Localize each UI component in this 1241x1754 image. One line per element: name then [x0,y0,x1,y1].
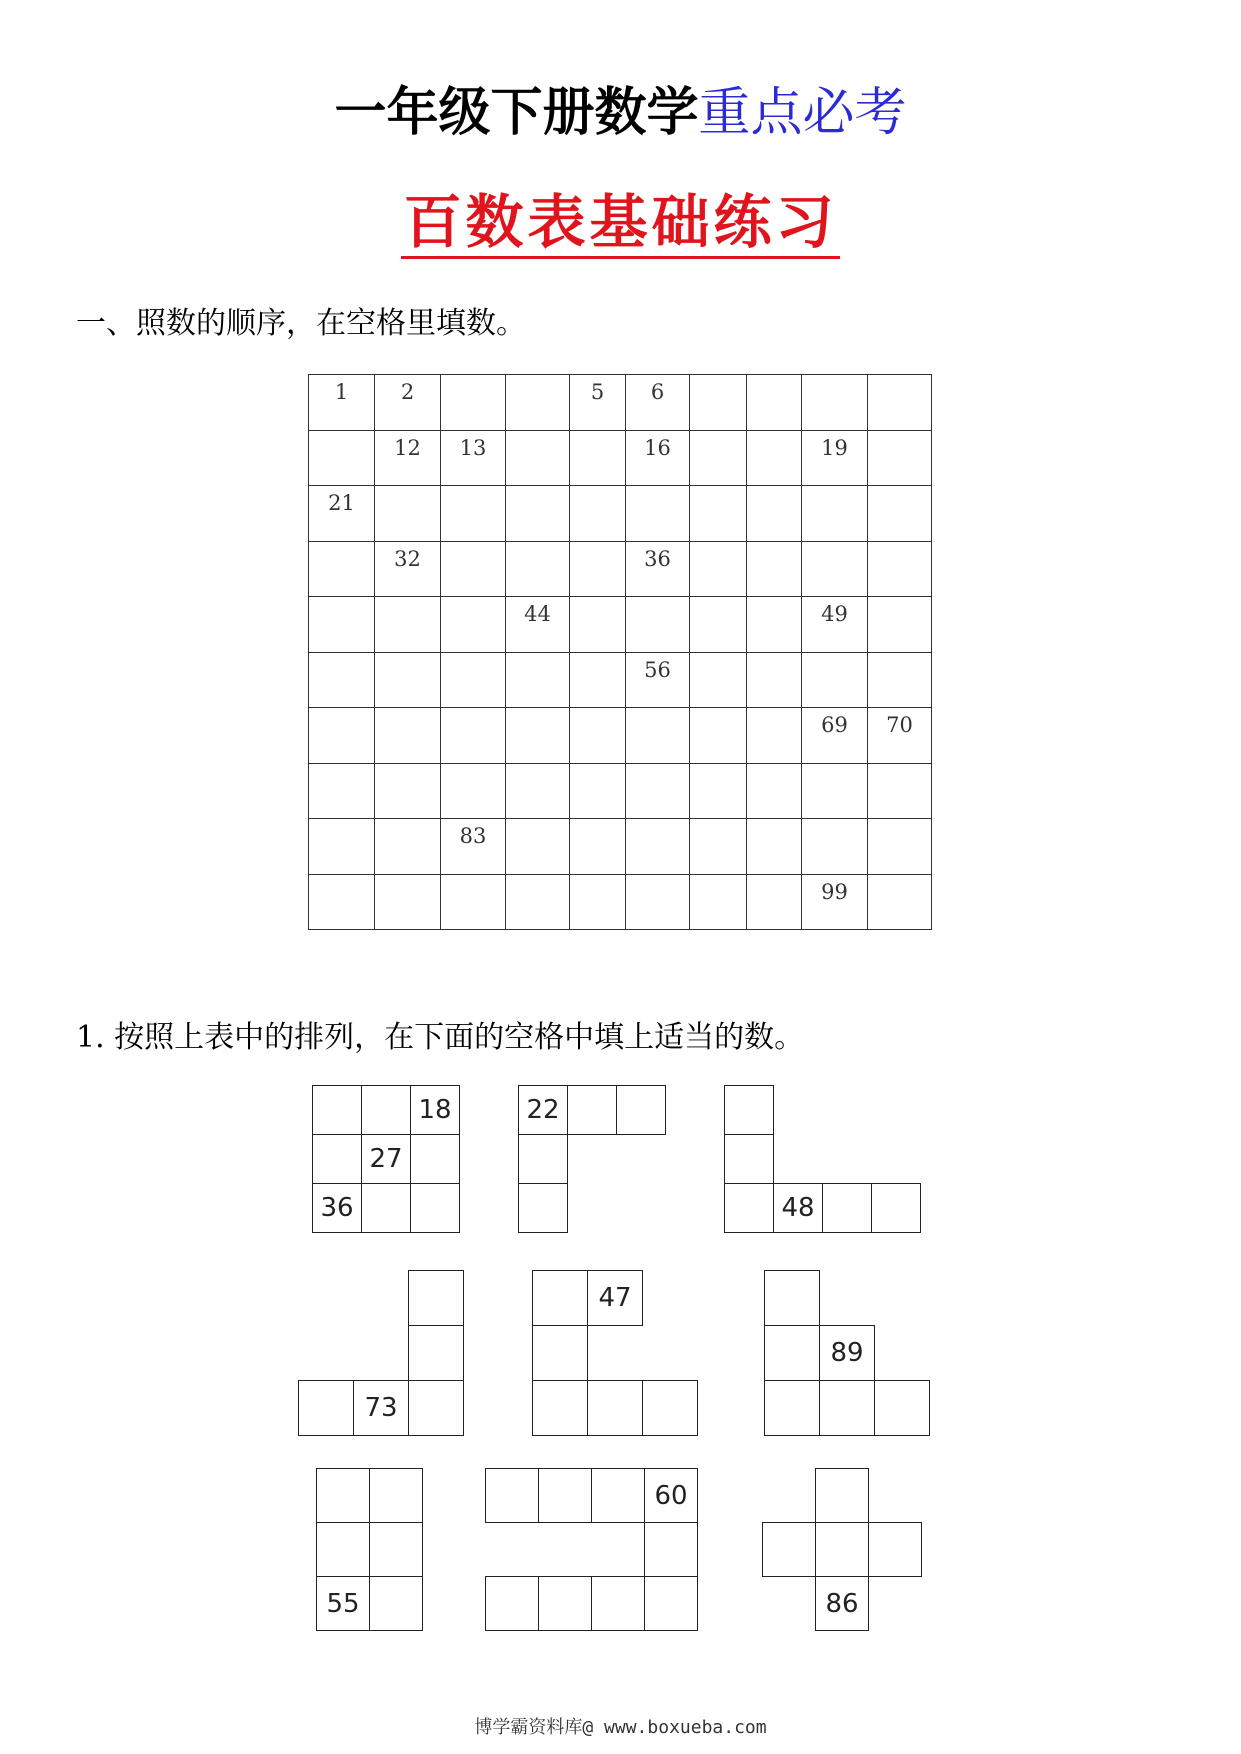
fragment-cell[interactable] [764,1380,820,1436]
fragment-cell[interactable] [361,1183,411,1233]
hundred-table-cell[interactable] [868,708,932,764]
hundred-table-cell[interactable] [802,652,868,708]
hundred-table-cell[interactable] [868,375,932,431]
hundred-table-cell[interactable] [506,486,570,542]
hundred-table-cell[interactable] [375,486,441,542]
hundred-table-cell[interactable] [626,430,690,486]
hundred-table-cell[interactable] [309,486,375,542]
hundred-table-cell[interactable] [506,874,570,930]
hundred-table-cell[interactable] [309,819,375,875]
hundred-table [308,374,932,930]
fragment-cell[interactable]: 22 [518,1085,568,1135]
hundred-table-row [309,430,932,486]
hundred-table-cell[interactable] [375,819,441,875]
hundred-table-row [309,708,932,764]
hundred-table-cell[interactable] [690,486,747,542]
hundred-table-cell[interactable] [506,819,570,875]
fragment-cell[interactable] [538,1468,592,1523]
fragment-cell[interactable]: 47 [587,1270,643,1326]
hundred-table-cell[interactable] [570,375,626,431]
hundred-table-row [309,874,932,930]
fragment-cell[interactable] [815,1522,869,1577]
hundred-table-cell-value: 32 [394,546,421,571]
hundred-table-cell[interactable] [375,874,441,930]
hundred-table-cell[interactable] [309,652,375,708]
hundred-table-cell-value: 6 [650,380,665,404]
hundred-table-cell[interactable] [626,874,690,930]
hundred-table-cell[interactable] [690,819,747,875]
hundred-table-cell[interactable] [802,763,868,819]
fragment-cell[interactable] [369,1522,423,1577]
hundred-table-cell[interactable] [375,652,441,708]
hundred-table-cell[interactable] [802,541,868,597]
hundred-table-cell[interactable] [747,652,802,708]
hundred-table-cell[interactable] [747,430,802,486]
hundred-table-cell[interactable] [570,486,626,542]
fragment-cell[interactable] [532,1270,588,1326]
hundred-table-cell-value: 36 [644,546,671,571]
fragment-cell[interactable]: 36 [312,1183,362,1233]
fragment-cell[interactable] [822,1183,872,1233]
hundred-table-row [309,652,932,708]
hundred-table-cell[interactable] [747,597,802,653]
hundred-table-cell[interactable] [747,541,802,597]
fragment-cell[interactable] [532,1325,588,1381]
fragment-cell[interactable] [815,1468,869,1523]
hundred-table-cell[interactable] [626,597,690,653]
fragment-cell[interactable] [764,1325,820,1381]
hundred-table-cell[interactable] [441,874,506,930]
hundred-table-cell[interactable] [375,430,441,486]
fragment-cell[interactable] [485,1468,539,1523]
hundred-table-cell[interactable] [309,874,375,930]
hundred-table-cell[interactable] [868,819,932,875]
fragment-cell[interactable] [316,1468,370,1523]
hundred-table-row [309,819,932,875]
fragment-cell[interactable] [369,1576,423,1631]
hundred-table-cell-value: 5 [590,380,605,404]
hundred-table-cell[interactable] [747,708,802,764]
hundred-table-cell[interactable] [868,874,932,930]
fragment-cell[interactable] [724,1134,774,1184]
hundred-table-cell[interactable] [802,430,868,486]
fragment-cell[interactable] [410,1183,460,1233]
fragment-cell[interactable] [871,1183,921,1233]
hundred-table-cell-value: 13 [459,435,487,460]
fragment-cell[interactable] [874,1380,930,1436]
fragment-cell[interactable]: 89 [819,1325,875,1381]
hundred-table-cell[interactable] [375,541,441,597]
fragment-cell[interactable]: 55 [316,1576,370,1631]
fragment-cell[interactable] [587,1380,643,1436]
hundred-table-cell-value: 16 [644,435,671,460]
hundred-table-cell[interactable] [626,763,690,819]
fragment-cell[interactable] [316,1522,370,1577]
hundred-table-row [309,541,932,597]
hundred-table-cell[interactable] [506,375,570,431]
hundred-table-cell[interactable] [802,597,868,653]
hundred-table-cell[interactable] [690,874,747,930]
fragment-cell[interactable] [644,1522,698,1577]
hundred-table-cell-value: 83 [459,824,487,848]
hundred-table-cell[interactable] [309,430,375,486]
hundred-table-row [309,597,932,653]
fragment-cell[interactable] [369,1468,423,1523]
hundred-table-cell[interactable] [626,486,690,542]
hundred-table-row [309,763,932,819]
hundred-table-cell[interactable] [441,597,506,653]
hundred-table-row [309,486,932,542]
hundred-table-cell-value: 99 [821,879,848,904]
fragment-cell[interactable]: 18 [410,1085,460,1135]
title-highlight: 重点必考 [698,83,907,143]
fragment-cell[interactable] [868,1522,922,1577]
hundred-table-cell[interactable] [802,874,868,930]
hundred-table-cell[interactable] [747,486,802,542]
hundred-table-cell[interactable] [506,763,570,819]
fragment-cell[interactable] [312,1085,362,1135]
hundred-table-cell[interactable] [570,819,626,875]
hundred-table-cell[interactable] [868,763,932,819]
hundred-table-cell[interactable] [802,486,868,542]
page-title [0,82,1241,144]
subtitle-text: 百数表基础练习 [401,188,839,259]
hundred-table-cell-value: 19 [821,435,848,460]
fragment-cell[interactable] [591,1576,645,1631]
hundred-table-cell[interactable] [441,708,506,764]
hundred-table-cell[interactable] [441,486,506,542]
hundred-table-cell[interactable] [309,375,375,431]
hundred-table-cell[interactable] [309,708,375,764]
fragment-cell[interactable] [298,1380,354,1436]
hundred-table-cell[interactable] [375,375,441,431]
hundred-table-cell[interactable] [441,652,506,708]
fragment-cell[interactable] [532,1380,588,1436]
hundred-table-cell[interactable] [441,430,506,486]
hundred-table-cell-value: 21 [328,491,355,515]
hundred-table-cell[interactable] [868,652,932,708]
fragment-cell[interactable] [762,1522,816,1577]
fragment-cell[interactable] [642,1380,698,1436]
fragment-cell[interactable] [408,1325,464,1381]
hundred-table-cell[interactable] [626,541,690,597]
hundred-table-cell[interactable] [309,597,375,653]
hundred-table-cell[interactable] [570,430,626,486]
hundred-table-cell[interactable] [375,708,441,764]
hundred-table-cell[interactable] [747,763,802,819]
hundred-table-cell[interactable] [868,486,932,542]
fragment-cell[interactable]: 60 [644,1468,698,1523]
hundred-table-row [309,375,932,431]
fragment-cell[interactable] [724,1085,774,1135]
fragment-cell[interactable] [485,1576,539,1631]
hundred-table-cell[interactable] [375,763,441,819]
hundred-table-cell[interactable] [868,430,932,486]
fragment-cell[interactable] [591,1468,645,1523]
hundred-table-cell[interactable] [506,708,570,764]
question-1-text: 一、照数的顺序，在空格里填数。 [76,306,526,341]
hundred-table-cell[interactable] [626,819,690,875]
hundred-table-cell[interactable] [690,652,747,708]
hundred-table-cell-value: 69 [821,713,848,737]
hundred-table-cell[interactable] [690,763,747,819]
hundred-table-cell[interactable] [868,541,932,597]
hundred-table-cell[interactable] [506,541,570,597]
fragment-cell[interactable] [567,1085,617,1135]
fragment-cell[interactable] [538,1576,592,1631]
hundred-table-cell[interactable] [868,597,932,653]
hundred-table-cell-value: 2 [400,380,415,404]
hundred-table-cell[interactable] [570,597,626,653]
fragment-cell[interactable]: 86 [815,1576,869,1631]
hundred-table-cell[interactable] [570,763,626,819]
question-2-text: 1. 按照上表中的排列，在下面的空格中填上适当的数。 [76,1020,805,1055]
fragment-cell[interactable] [518,1134,568,1184]
hundred-table-cell-value: 56 [644,657,671,682]
hundred-table-cell[interactable] [690,375,747,431]
hundred-table-cell[interactable] [802,375,868,431]
hundred-table-cell[interactable] [506,430,570,486]
hundred-table-cell[interactable] [747,874,802,930]
hundred-table-cell[interactable] [626,652,690,708]
hundred-table-cell[interactable] [570,708,626,764]
hundred-table-cell[interactable] [626,375,690,431]
fragment-cell[interactable] [644,1576,698,1631]
fragment-cell[interactable] [616,1085,666,1135]
hundred-table-cell[interactable] [309,763,375,819]
hundred-table-cell[interactable] [506,652,570,708]
hundred-table-cell[interactable] [802,819,868,875]
footer-watermark: 博学霸资料库@ www.boxueba.com [474,1717,767,1738]
page-subtitle [0,188,1241,258]
hundred-table-cell[interactable] [802,708,868,764]
title-main: 一年级下册数学 [334,83,699,143]
fragment-cell[interactable] [361,1085,411,1135]
hundred-table-cell[interactable] [690,541,747,597]
hundred-table-cell-value: 1 [334,380,349,404]
hundred-table-cell-value: 44 [524,602,551,626]
hundred-table-cell[interactable] [570,541,626,597]
fragment-cell[interactable] [724,1183,774,1233]
fragment-cell[interactable] [819,1380,875,1436]
fragment-cell[interactable] [764,1270,820,1326]
hundred-table-cell[interactable] [375,597,441,653]
hundred-table-cell[interactable] [626,708,690,764]
fragment-cell[interactable]: 48 [773,1183,823,1233]
hundred-table-cell[interactable] [506,597,570,653]
hundred-table-cell[interactable] [690,430,747,486]
fragment-cell[interactable] [408,1270,464,1326]
hundred-table-cell[interactable] [570,652,626,708]
hundred-table-cell[interactable] [690,597,747,653]
hundred-table-cell-value: 12 [394,435,421,460]
hundred-table-cell[interactable] [747,375,802,431]
fragment-cell[interactable] [518,1183,568,1233]
hundred-table-cell-value: 70 [886,713,913,737]
hundred-table-cell[interactable] [441,375,506,431]
fragment-cell[interactable]: 27 [361,1134,411,1184]
hundred-table-cell[interactable] [441,541,506,597]
hundred-table-cell[interactable] [570,874,626,930]
fragment-cell[interactable]: 73 [353,1380,409,1436]
fragment-cell[interactable] [408,1380,464,1436]
fragment-cell[interactable] [410,1134,460,1184]
fragment-cell[interactable] [312,1134,362,1184]
hundred-table-cell-value: 49 [821,602,848,626]
hundred-table-cell[interactable] [441,763,506,819]
hundred-table-cell[interactable] [441,819,506,875]
hundred-table-cell[interactable] [747,819,802,875]
hundred-table-cell[interactable] [309,541,375,597]
hundred-table-cell[interactable] [690,708,747,764]
